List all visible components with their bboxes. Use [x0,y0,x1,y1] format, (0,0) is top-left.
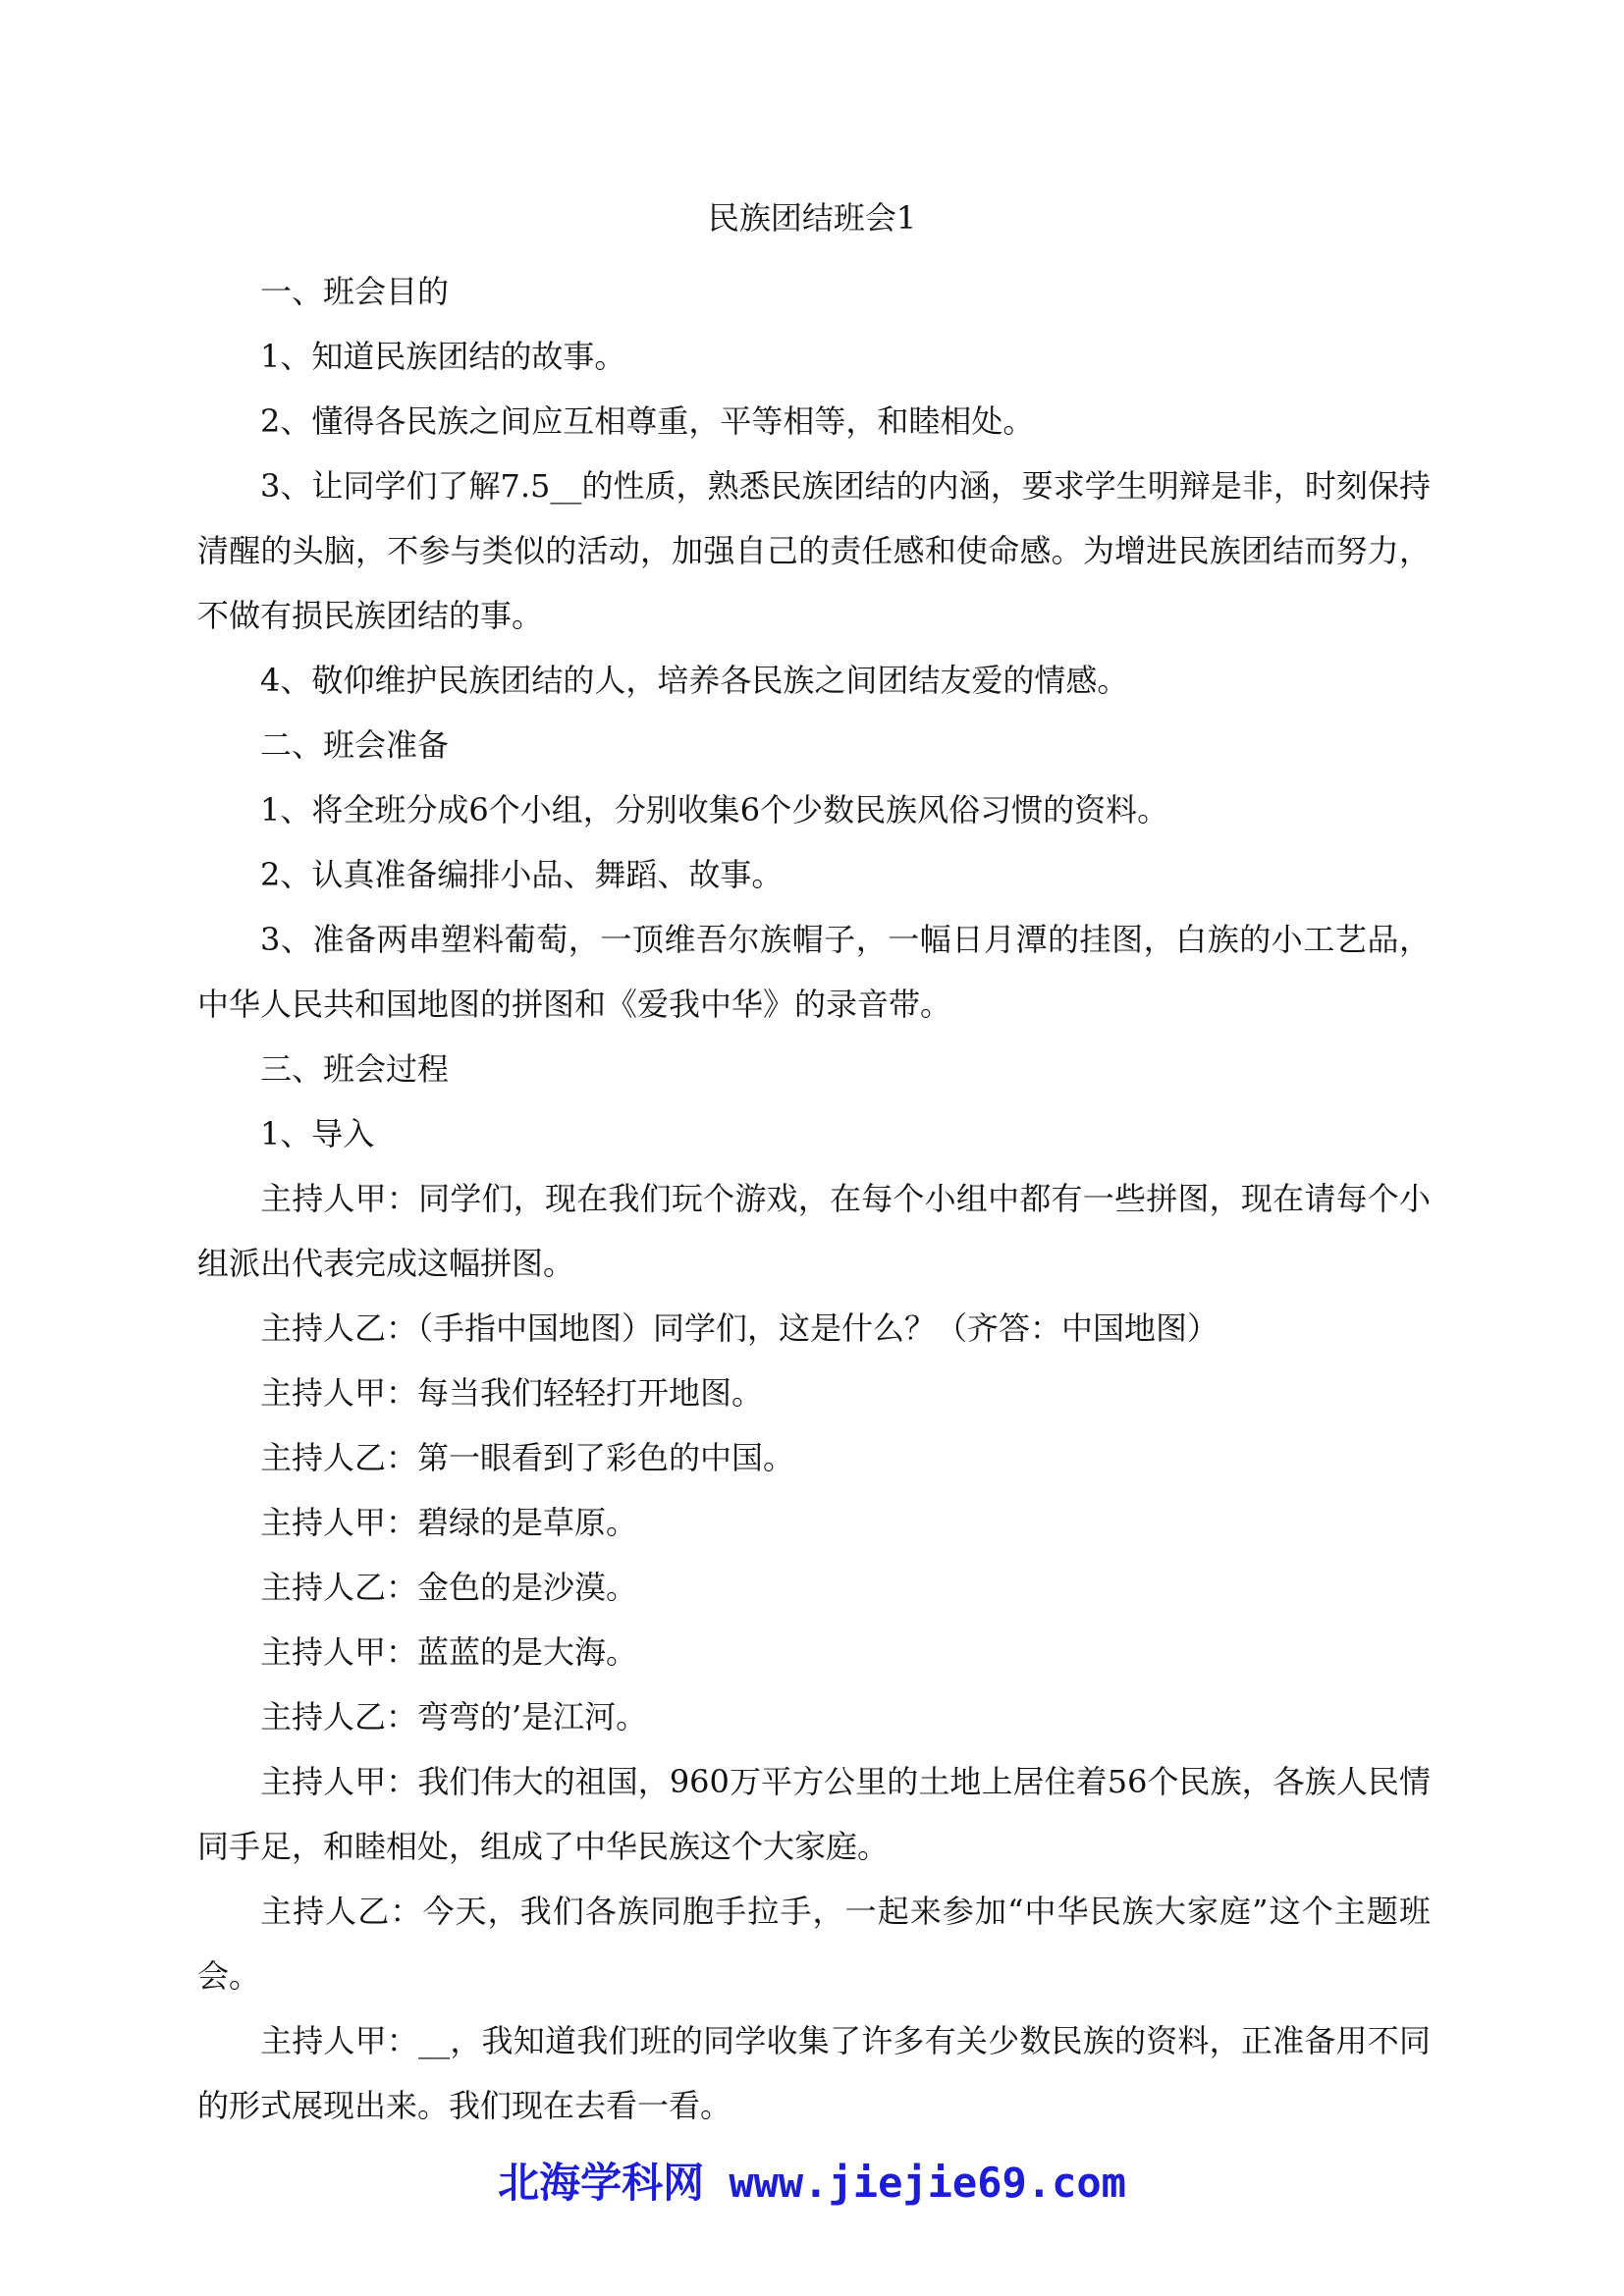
page-title: 民族团结班会1 [707,199,917,237]
dialogue-line: 主持人乙：金色的是沙漠。 [260,1569,638,1606]
section-heading-process: 三、班会过程 [260,1050,450,1088]
paragraph: 3、让同学们了解7.5__的性质，熟悉民族团结的内涵，要求学生明辩是非，时刻保持清醒的头脑，不参与类似的活动，加强自己的责任感和使命感。为增进民族团结而努力，不做有损民族团结的事。 [197,467,1431,634]
section-heading-preparation: 二、班会准备 [260,726,450,764]
dialogue-line: 主持人乙：第一眼看到了彩色的中国。 [260,1439,795,1476]
paragraph: 1、将全班分成6个小组，分别收集6个少数民族风俗习惯的资料。 [260,791,1169,828]
dialogue-line: 主持人乙：（手指中国地图）同学们，这是什么？（齐答：中国地图） [260,1309,1219,1347]
dialogue-line: 主持人甲：__，我知道我们班的同学收集了许多有关少数民族的资料，正准备用不同的形式展现出来。我们现在去看一看。 [197,2022,1431,2124]
paragraph: 1、导入 [260,1115,375,1152]
paragraph: 3、准备两串塑料葡萄，一顶维吾尔族帽子，一幅日月潭的挂图，白族的小工艺品，中华人民共和国地图的拼图和《爱我中华》的录音带。 [197,921,1431,1023]
dialogue-line: 主持人甲：蓝蓝的是大海。 [260,1633,638,1671]
document-body [197,259,1431,2138]
paragraph: 1、知道民族团结的故事。 [260,338,626,375]
footer-watermark: 北海学科网 www.jiejie69.com [498,2159,1126,2207]
dialogue-line: 主持人乙：今天，我们各族同胞手拉手，一起来参加“中华民族大家庭”这个主题班会。 [197,1893,1431,1995]
section-heading-purpose: 一、班会目的 [260,273,450,310]
dialogue-line: 主持人乙：弯弯的’是江河。 [260,1698,648,1735]
dialogue-line: 主持人甲：同学们，现在我们玩个游戏，在每个小组中都有一些拼图，现在请每个小组派出代表完成这幅拼图。 [197,1180,1431,1282]
dialogue-line: 主持人甲：每当我们轻轻打开地图。 [260,1374,764,1412]
paragraph: 2、懂得各民族之间应互相尊重，平等相等，和睦相处。 [260,402,1035,440]
dialogue-line: 主持人甲：碧绿的是草原。 [260,1504,638,1541]
dialogue-line: 主持人甲：我们伟大的祖国，960万平方公里的土地上居住着56个民族，各族人民情同手足，和睦相处，组成了中华民族这个大家庭。 [197,1763,1431,1865]
paragraph: 4、敬仰维护民族团结的人，培养各民族之间团结友爱的情感。 [260,662,1129,699]
paragraph: 2、认真准备编排小品、舞蹈、故事。 [260,856,784,893]
